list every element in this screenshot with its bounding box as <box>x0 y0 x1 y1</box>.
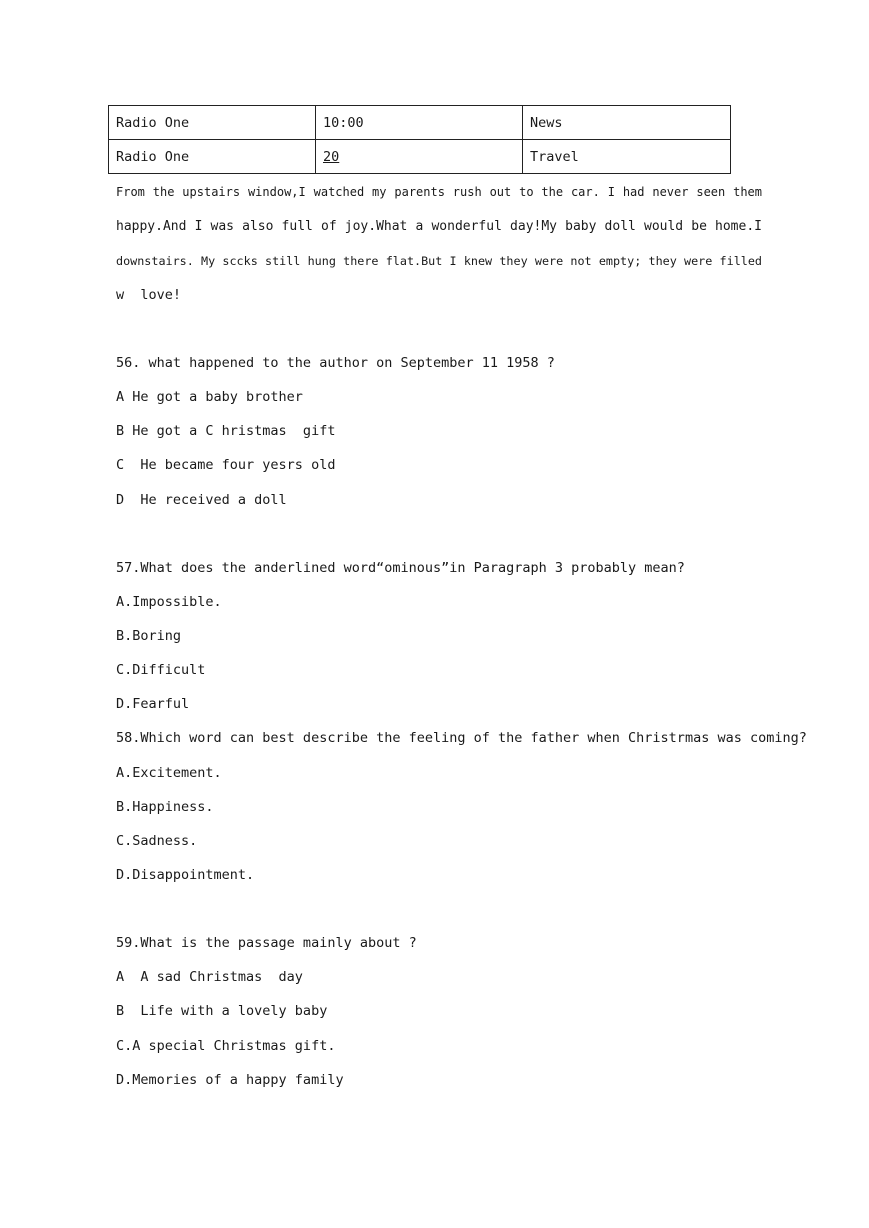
answer-option: A He got a baby brother <box>116 389 303 405</box>
station-cell: Radio One <box>109 140 316 174</box>
question-stem: 57.What does the anderlined word“ominous”in Paragraph 3 probably mean? <box>116 560 685 576</box>
answer-option: D He received a doll <box>116 492 287 508</box>
table-row <box>109 140 731 174</box>
answer-option: D.Fearful <box>116 696 190 712</box>
table-row <box>109 106 731 140</box>
answer-option: C.Difficult <box>116 662 206 678</box>
answer-option: D.Disappointment. <box>116 867 255 883</box>
answer-option: B.Happiness. <box>116 799 214 815</box>
program-cell: Travel <box>523 140 731 174</box>
answer-option: B.Boring <box>116 628 182 644</box>
underlined-answer: 20 <box>323 148 340 165</box>
question-stem: 56. what happened to the author on September 11 1958 ? <box>116 355 555 371</box>
answer-option: C.A special Christmas gift. <box>116 1038 336 1054</box>
question-stem: 59.What is the passage mainly about ? <box>116 935 417 951</box>
answer-option: C.Sadness. <box>116 833 198 849</box>
answer-option: A A sad Christmas day <box>116 969 303 985</box>
question-stem: 58.Which word can best describe the feeling of the father when Christrmas was coming? <box>116 730 807 746</box>
answer-option: B He got a C hristmas gift <box>116 423 336 439</box>
passage-line: happy.And I was also full of joy.What a wonderful day!My baby doll would be home.I <box>116 219 762 234</box>
time-cell: 10:00 <box>316 106 523 140</box>
answer-option: A.Excitement. <box>116 765 222 781</box>
radio-schedule-table <box>108 105 731 174</box>
answer-option: D.Memories of a happy family <box>116 1072 344 1088</box>
answer-option: C He became four yesrs old <box>116 457 336 473</box>
answer-option: A.Impossible. <box>116 594 222 610</box>
passage-line: w love! <box>116 287 182 303</box>
passage-line: From the upstairs window,I watched my parents rush out to the car. I had never seen them <box>116 185 762 199</box>
station-cell: Radio One <box>109 106 316 140</box>
time-cell <box>316 140 523 174</box>
answer-option: B Life with a lovely baby <box>116 1003 328 1019</box>
passage-line: downstairs. My sccks still hung there flat.But I knew they were not empty; they were filled <box>116 254 762 268</box>
program-cell: News <box>523 106 731 140</box>
